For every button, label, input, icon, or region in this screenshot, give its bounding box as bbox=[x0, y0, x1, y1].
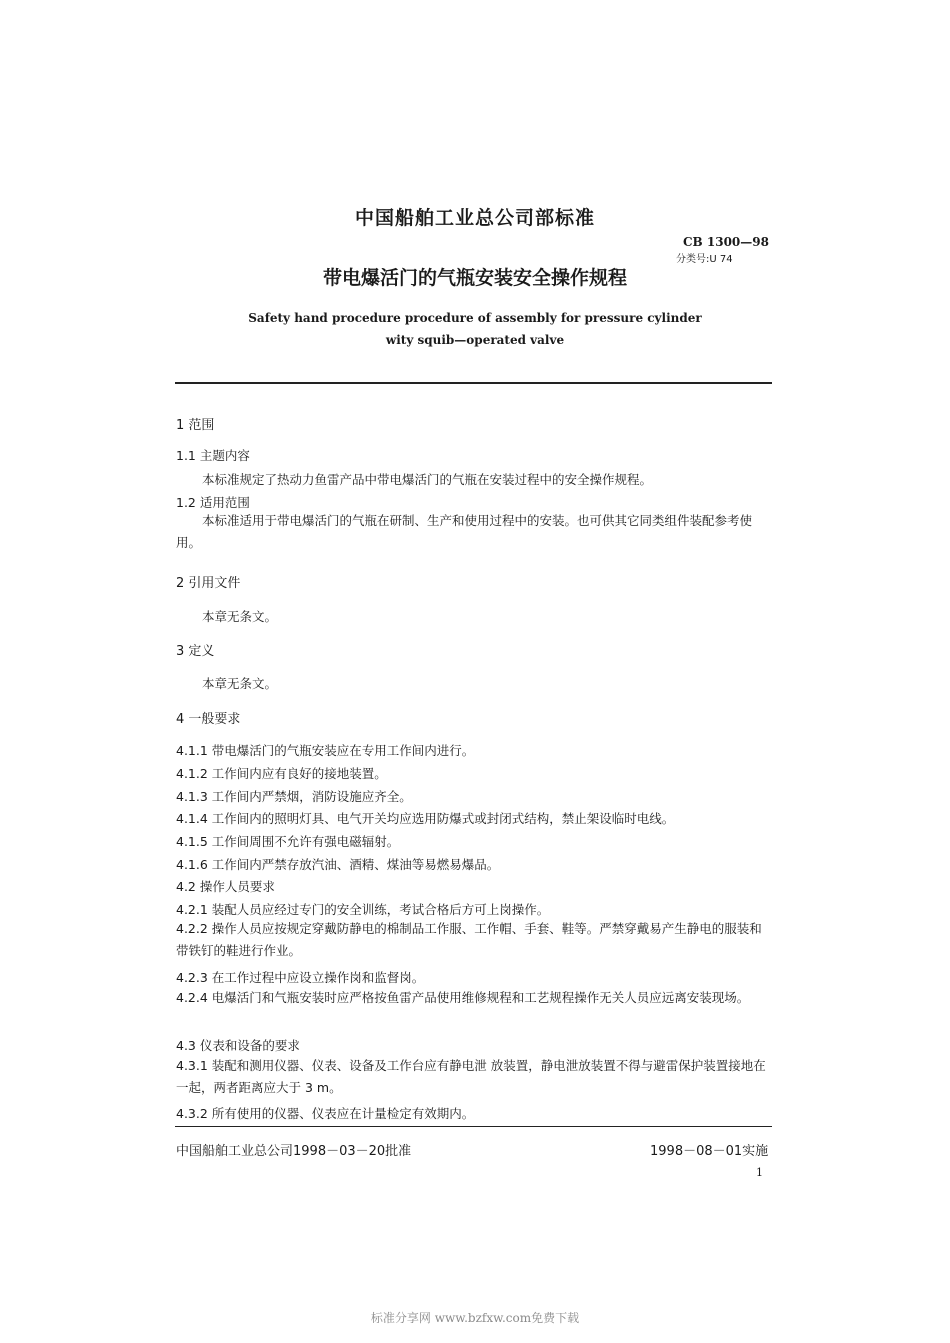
clause-4-1-6: 4.1.6 工作间内严禁存放汽油、酒精、煤油等易燃易爆品。 bbox=[176, 857, 500, 872]
clause-4-2-4: 4.2.4 电爆活门和气瓶安装时应严格按鱼雷产品使用维修规程和工艺规程操作无关人员应远离安装现场。 bbox=[176, 990, 750, 1005]
watermark-text: 标准分享网 www.bzfxw.com免费下载 bbox=[370, 1311, 580, 1325]
clause-4-2-3: 4.2.3 在工作过程中应设立操作岗和监督岗。 bbox=[176, 970, 425, 985]
clause-4-2-heading: 4.2 操作人员要求 bbox=[176, 879, 275, 894]
clause-4-1-2: 4.1.2 工作间内应有良好的接地装置。 bbox=[176, 766, 387, 781]
section-1-2-heading: 1.2 适用范围 bbox=[176, 495, 250, 510]
section-1-1-text: 本标准规定了热动力鱼雷产品中带电爆活门的气瓶在安装过程中的安全操作规程。 bbox=[202, 472, 653, 487]
standard-code: CB 1300—98 bbox=[683, 235, 769, 249]
classification-number: 分类号:U 74 bbox=[676, 254, 733, 265]
clause-4-1-5: 4.1.5 工作间周围不允许有强电磁辐射。 bbox=[176, 834, 400, 849]
section-1-heading: 1 范围 bbox=[176, 418, 215, 433]
clause-4-1-3: 4.1.3 工作间内严禁烟，消防设施应齐全。 bbox=[176, 789, 412, 804]
section-4-heading: 4 一般要求 bbox=[176, 712, 241, 727]
section-1-2-text: 本标准适用于带电爆活门的气瓶在研制、生产和使用过程中的安装。也可供其它同类组件装配参考使用。 bbox=[176, 513, 753, 550]
section-2-heading: 2 引用文件 bbox=[176, 576, 241, 591]
document-title: 带电爆活门的气瓶安装安全操作规程 bbox=[322, 267, 627, 289]
clause-4-3-heading: 4.3 仪表和设备的要求 bbox=[176, 1038, 300, 1053]
clause-4-1-1: 4.1.1 带电爆活门的气瓶安装应在专用工作间内进行。 bbox=[176, 743, 475, 758]
section-3-text: 本章无条文。 bbox=[202, 676, 278, 691]
clause-4-1-4: 4.1.4 工作间内的照明灯具、电气开关均应选用防爆式或封闭式结构，禁止架设临时电线。 bbox=[176, 811, 675, 826]
approval-date: 中国船舶工业总公司1998－03－20批准 bbox=[176, 1144, 412, 1159]
section-2-text: 本章无条文。 bbox=[202, 609, 278, 624]
english-title-line-1: Safety hand procedure procedure of assembly for pressure cylinder bbox=[248, 311, 702, 325]
footer-rule bbox=[175, 1126, 772, 1127]
section-1-1-heading: 1.1 主题内容 bbox=[176, 448, 250, 463]
clause-4-3-2: 4.3.2 所有使用的仪器、仪表应在计量检定有效期内。 bbox=[176, 1106, 475, 1121]
effective-date: 1998－08－01实施 bbox=[650, 1144, 769, 1159]
clause-4-3-1: 4.3.1 装配和测用仪器、仪表、设备及工作台应有静电泄 放装置，静电泄放装置不得与避雷保护装置接地在一起，两者距离应大于 3 m。 bbox=[176, 1058, 766, 1095]
clause-4-2-2: 4.2.2 操作人员应按规定穿戴防静电的棉制品工作服、工作帽、手套、鞋等。严禁穿戴易产生静电的服装和带铁钉的鞋进行作业。 bbox=[176, 921, 762, 958]
page-number: 1 bbox=[756, 1166, 763, 1179]
clause-4-2-1: 4.2.1 装配人员应经过专门的安全训练，考试合格后方可上岗操作。 bbox=[176, 902, 550, 917]
english-title-line-2: wity squib—operated valve bbox=[385, 333, 565, 347]
organization-heading: 中国船舶工业总公司部标准 bbox=[354, 207, 595, 229]
header-rule bbox=[175, 382, 772, 384]
section-3-heading: 3 定义 bbox=[176, 644, 215, 659]
